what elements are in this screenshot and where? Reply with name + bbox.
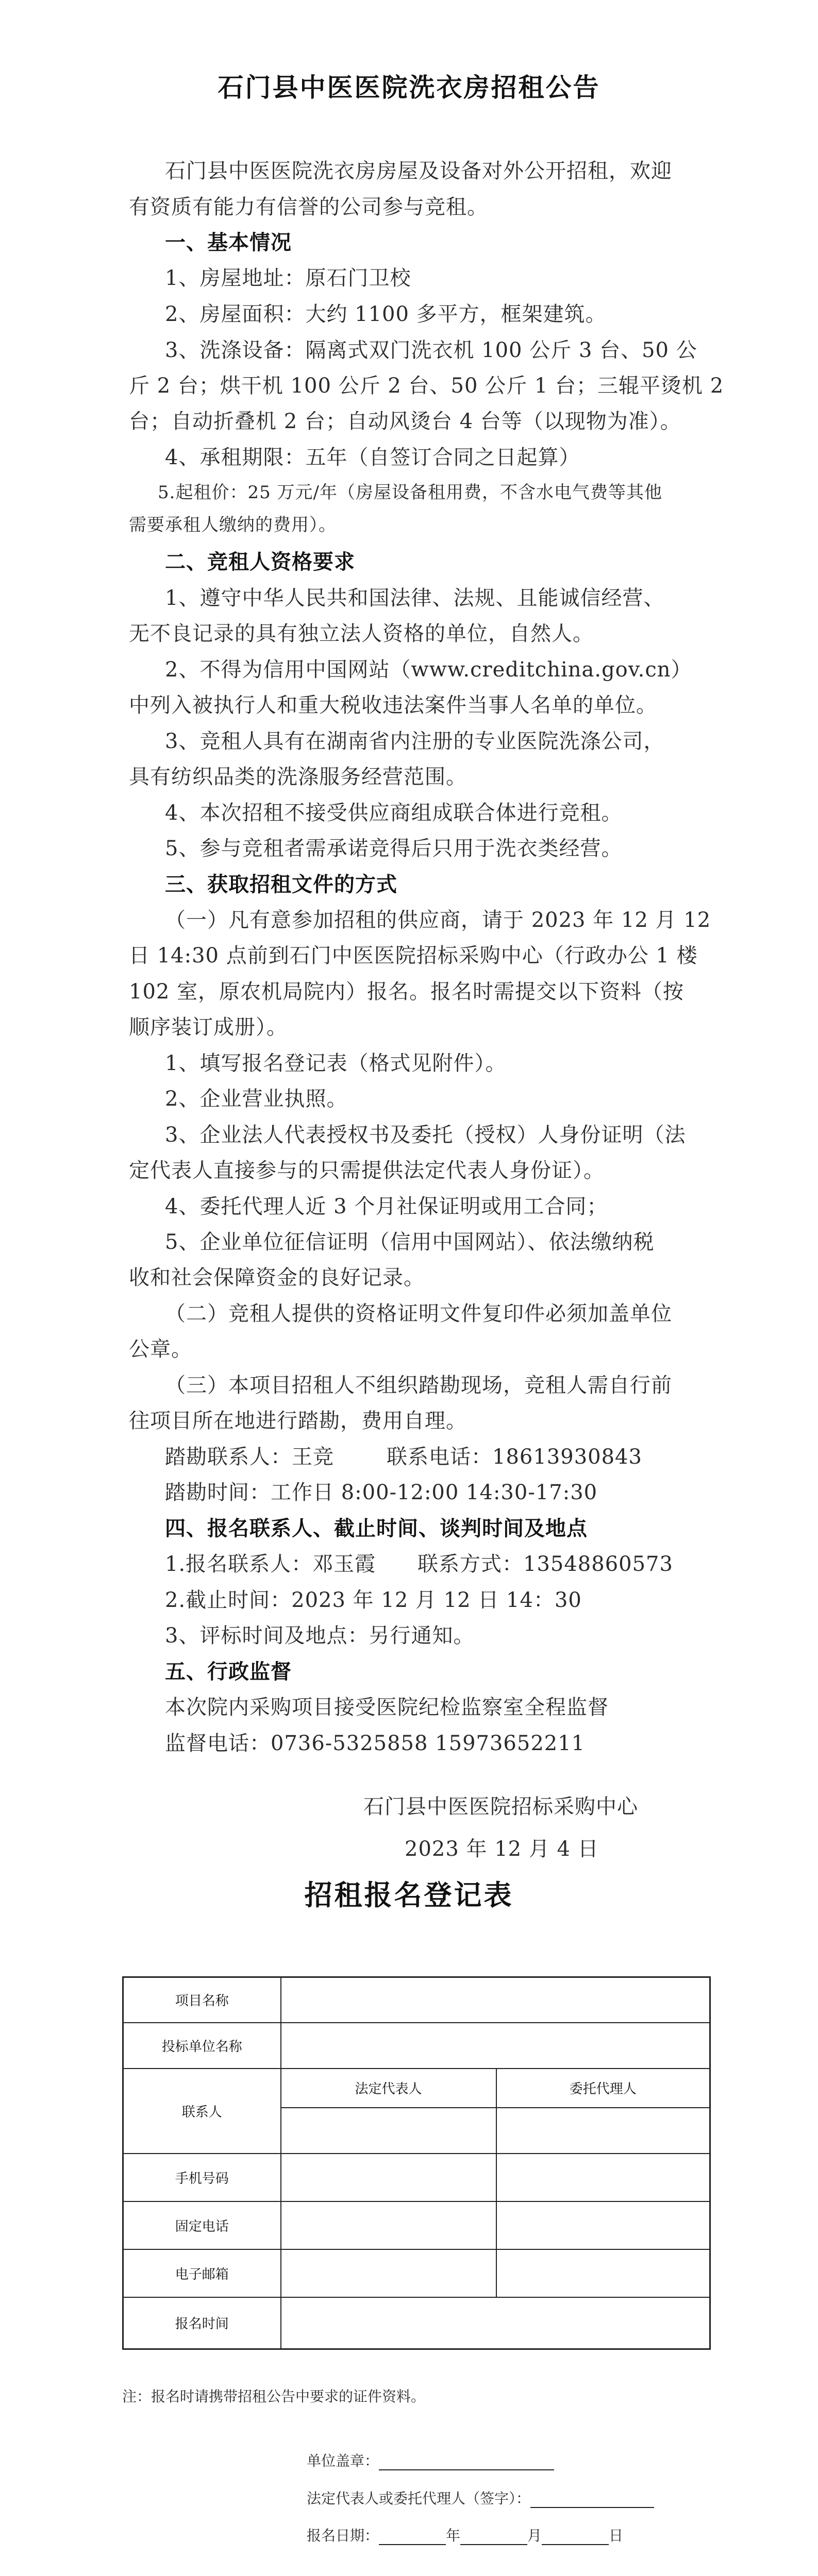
issue-date: 2023 年 12 月 4 日	[405, 1837, 599, 1861]
section3-line: 3、企业法人代表授权书及委托（授权）人身份证明（法	[165, 1123, 686, 1147]
day-blank[interactable]	[542, 2531, 609, 2545]
section3-heading: 三、获取招租文件的方式	[165, 873, 397, 896]
section2-line: 1、遵守中华人民共和国法律、法规、且能诚信经营、	[165, 586, 665, 610]
mobile-legal-cell[interactable]	[281, 2154, 496, 2201]
intro-line-1: 石门县中医医院洗衣房房屋及设备对外公开招租，欢迎	[165, 159, 672, 183]
project-name-cell[interactable]	[281, 1977, 710, 2023]
section1-line: 2、房屋面积：大约 1100 多平方，框架建筑。	[165, 302, 607, 326]
section1-line: 4、承租期限：五年（自签订合同之日起算）	[165, 446, 580, 469]
section2-line: 3、竞租人具有在湖南省内注册的专业医院洗涤公司，	[165, 730, 665, 753]
phone-label: 固定电话	[123, 2201, 281, 2249]
section2-line: 无不良记录的具有独立法人资格的单位，自然人。	[129, 622, 594, 646]
section3-line: 5、企业单位征信证明（信用中国网站）、依法缴纳税	[165, 1230, 655, 1254]
date-month-label: 月	[527, 2527, 542, 2544]
time-label: 报名时间	[123, 2297, 281, 2349]
date-line	[307, 2524, 623, 2545]
signature-line	[307, 2487, 654, 2508]
table-row	[123, 2023, 710, 2069]
date-year-label: 年	[446, 2527, 461, 2544]
table-row	[123, 2069, 710, 2108]
issuer-name: 石门县中医医院招标采购中心	[363, 1795, 638, 1819]
registration-phone: 联系方式：13548860573	[418, 1552, 673, 1576]
date-label: 报名日期：	[307, 2527, 379, 2544]
section3-line: 收和社会保障资金的良好记录。	[129, 1266, 425, 1290]
project-name-label: 项目名称	[123, 1977, 281, 2023]
legal-rep-cell[interactable]	[281, 2108, 496, 2154]
section2-line: 中列入被执行人和重大税收违法案件当事人名单的单位。	[129, 693, 657, 717]
table-row	[123, 2154, 710, 2201]
survey-time: 踏勘时间：工作日 8:00-12:00 14:30-17:30	[165, 1481, 598, 1504]
table-row	[123, 1977, 710, 2023]
intro-line-2: 有资质有能力有信誉的公司参与竞租。	[129, 195, 488, 219]
table-row	[123, 2201, 710, 2249]
mobile-agent-cell[interactable]	[496, 2154, 710, 2201]
form-title: 招租报名登记表	[304, 1879, 514, 1911]
seal-blank[interactable]	[379, 2456, 554, 2470]
section1-heading: 一、基本情况	[165, 231, 292, 255]
mobile-label: 手机号码	[123, 2154, 281, 2201]
section1-line: 斤 2 台；烘干机 100 公斤 2 台、50 公斤 1 台；三辊平烫机 2	[129, 374, 724, 398]
section2-line: 5、参与竞租者需承诺竞得后只用于洗衣类经营。	[165, 837, 623, 860]
section2-line: 2、不得为信用中国网站（www.creditchina.gov.cn）	[165, 658, 692, 682]
section3-line: 1、填写报名登记表（格式见附件）。	[165, 1052, 507, 1075]
email-agent-cell[interactable]	[496, 2249, 710, 2297]
price-line-1: 5.起租价：25 万元/年（房屋设备租用费，不含水电气费等其他	[158, 482, 662, 503]
section3-line: 2、企业营业执照。	[165, 1087, 348, 1111]
section3-line: 顺序装订成册）。	[129, 1015, 288, 1039]
section2-line: 4、本次招租不接受供应商组成联合体进行竞租。	[165, 801, 623, 825]
registration-contact: 1.报名联系人：邓玉霞	[165, 1552, 376, 1576]
date-day-label: 日	[609, 2527, 624, 2544]
phone-legal-cell[interactable]	[281, 2201, 496, 2249]
section3-line: （三）本项目招租人不组织踏勘现场，竞租人需自行前	[165, 1374, 672, 1397]
section3-line: 102 室，原农机局院内）报名。报名时需提交以下资料（按	[129, 980, 685, 1004]
survey-phone: 联系电话：18613930843	[387, 1445, 642, 1469]
section2-line: 具有纺织品类的洗涤服务经营范围。	[129, 765, 467, 789]
legal-rep-header: 法定代表人	[281, 2069, 496, 2108]
bidder-cell[interactable]	[281, 2023, 710, 2069]
signature-label: 法定代表人或委托代理人（签字）：	[307, 2490, 531, 2507]
section5-line: 本次院内采购项目接受医院纪检监察室全程监督	[165, 1696, 609, 1719]
seal-line	[307, 2450, 554, 2470]
notice-title: 石门县中医医院洗衣房招租公告	[218, 73, 600, 103]
section1-line: 台；自动折叠机 2 台；自动风烫台 4 台等（以现物为准）。	[129, 410, 681, 433]
registration-table	[122, 1976, 711, 2350]
section5-heading: 五、行政监督	[165, 1660, 292, 1684]
contact-label: 联系人	[123, 2069, 281, 2154]
section2-heading: 二、竞租人资格要求	[165, 550, 355, 574]
phone-agent-cell[interactable]	[496, 2201, 710, 2249]
bidder-label: 投标单位名称	[123, 2023, 281, 2069]
seal-label: 单位盖章：	[307, 2452, 379, 2469]
email-legal-cell[interactable]	[281, 2249, 496, 2297]
signature-blank[interactable]	[530, 2494, 654, 2508]
section3-line: 往项目所在地进行踏勘，费用自理。	[129, 1409, 467, 1433]
deadline-line: 2.截止时间：2023 年 12 月 12 日 14：30	[165, 1588, 582, 1612]
section3-line: 日 14:30 点前到石门中医医院招标采购中心（行政办公 1 楼	[129, 944, 698, 968]
table-row	[123, 2249, 710, 2297]
section3-line: （二）竞租人提供的资格证明文件复印件必须加盖单位	[165, 1302, 672, 1326]
agent-cell[interactable]	[496, 2108, 710, 2154]
section3-line: 4、委托代理人近 3 个月社保证明或用工合同；	[165, 1195, 608, 1218]
time-cell[interactable]	[281, 2297, 710, 2349]
section5-line: 监督电话：0736-5325858 15973652211	[165, 1732, 586, 1755]
evaluation-line: 3、评标时间及地点：另行通知。	[165, 1624, 475, 1648]
survey-contact: 踏勘联系人：王竞	[165, 1445, 334, 1469]
year-blank[interactable]	[379, 2531, 446, 2545]
section4-heading: 四、报名联系人、截止时间、谈判时间及地点	[165, 1517, 588, 1540]
form-note: 注：报名时请携带招租公告中要求的证件资料。	[122, 2388, 426, 2405]
section3-line: 公章。	[129, 1337, 192, 1361]
section3-line: （一）凡有意参加招租的供应商，请于 2023 年 12 月 12	[165, 908, 711, 932]
section1-line: 3、洗涤设备：隔离式双门洗衣机 100 公斤 3 台、50 公	[165, 338, 697, 362]
agent-header: 委托代理人	[496, 2069, 710, 2108]
table-row	[123, 2297, 710, 2349]
price-line-2: 需要承租人缴纳的费用）。	[129, 515, 337, 535]
month-blank[interactable]	[460, 2531, 527, 2545]
section3-line: 定代表人直接参与的只需提供法定代表人身份证）。	[129, 1159, 605, 1182]
section1-line: 1、房屋地址：原石门卫校	[165, 266, 411, 290]
email-label: 电子邮箱	[123, 2249, 281, 2297]
